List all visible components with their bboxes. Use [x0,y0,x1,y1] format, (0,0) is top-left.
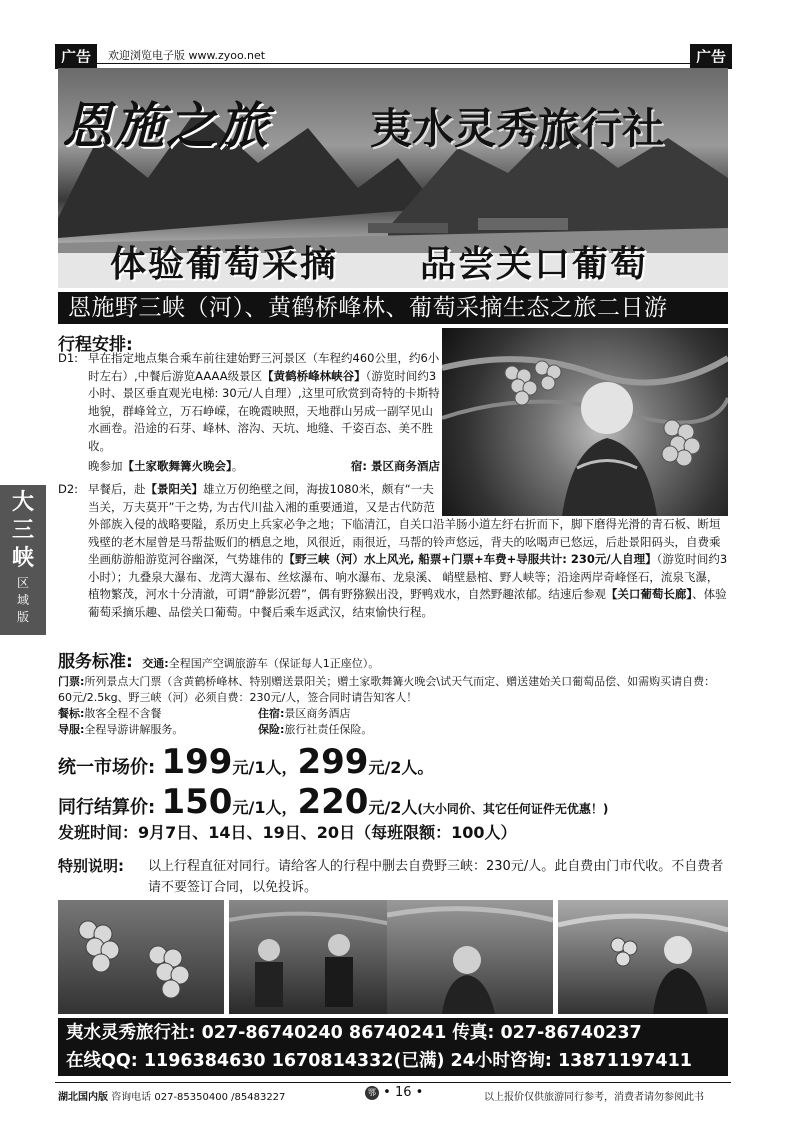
side-sub-1: 区 [16,576,29,590]
contact-box [58,1018,728,1076]
day2-text [88,481,728,621]
trade-price-1: 150 [161,782,233,822]
photo-grapes [58,900,224,1014]
market-unit-2: 元/2人。 [368,758,434,777]
day2-highlight-yesanxia: 【野三峡（河）水上风光, 船票+门票+车费+导服共计: 230元/人自理】 [283,552,657,566]
ticket-text: 所列景点大门票（含黄鹤桥峰林、特别赠送景阳关；赠土家歌舞篝火晚会\试天气而定、赠送建始关口葡萄品偿、如需购买请自费：60元/2.5kg、野三峡（河）必须自费：230元/人，签合同时请告知客人！ [58,675,716,704]
footer-page [365,1085,423,1100]
day2-part4: 、体验葡萄采摘乐趣、品偿关口葡萄。中餐后乘车返武汉，结束愉快行程。 [88,587,727,619]
guide-text: 全程导游讲解服务。 [84,723,184,736]
day1-part1: 早在指定地点集合乘车前往建始野三河景区（车程约460公里，约6小时左右）,中餐后游览AAAA级景区 [88,351,440,383]
hero-title-right: 夷水灵秀旅行社 [370,104,665,153]
photo-icon [387,900,553,1014]
side-char-1: 大 [11,489,34,515]
day1-highlight-huangheqiao: 【黄鹤桥峰林峡谷】 [262,368,366,383]
traffic-text: 全程国产空调旅游车（保证每人1正座位）。 [168,657,380,670]
side-char-2: 三 [11,517,34,543]
contact-phone-line[interactable]: 夷水灵秀旅行社: 027-86740240 86740241 传真: 027-86740237 [66,1023,642,1043]
trade-unit-1: 元/1人， [232,798,298,817]
footer-left [58,1088,285,1103]
meal-stay-row [58,706,728,722]
slogan-right: 品尝关口葡萄 [420,244,649,285]
insurance-text: 旅行社责任保险。 [284,723,373,736]
market-unit-1: 元/1人， [232,758,298,777]
special-text: 以上行程直征对同行。请给客人的行程中删去自费野三峡：230元/人。此自费由门市代收。不自费者请不要签订合同，以免投诉。 [148,859,724,895]
guide-insurance-row [58,722,728,738]
stay-label: 住宿: [258,707,285,720]
tour-banner: 恩施野三峡（河）、黄鹤桥峰林、葡萄采摘生态之旅二日游 [58,292,728,324]
photo-icon [229,900,395,1014]
ad-label-right: 广告 [690,44,732,69]
province-badge-icon: 鄂 [365,1086,379,1100]
market-price-label: 统一市场价: [58,757,156,778]
side-char-3: 峡 [11,545,34,571]
photo-icon [558,900,728,1014]
day2-highlight-jingyangguan: 【景阳关】 [145,482,203,496]
stay-text: 景区商务酒店 [284,707,351,720]
page-number: • 16 • [383,1085,424,1100]
side-tab [0,485,46,635]
day1-part2: （游览时间约3小时、景区垂直观光电梯: 30元/人自理）,这里可欣赏到奇特的卡斯特地貌，群峰耸立，万石峥嵘，在晚霞映照，天地群山另成一副罕见山水画卷。沿途的石芽、峰林、溶沟、天坑、地缝、千姿百态、美不胜收。 [88,368,440,453]
market-price-2: 299 [297,742,369,782]
photo-icon [58,900,224,1014]
site-url[interactable]: 欢迎浏览电子版 www.zyoo.net [108,49,266,62]
market-price-1: 199 [161,742,233,782]
day1-part3: 晚参加 [88,459,123,473]
photo-picking-group [229,900,395,1014]
service-heading: 服务标准: [58,652,133,672]
contact-qq-line[interactable]: 在线QQ: 1196384630 1670814332(已满) 24小时咨询: 13871197411 [66,1051,692,1071]
ad-label-left: 广告 [55,44,97,69]
ticket-label: 门票: [58,675,85,688]
day1-highlight-bonfire: 【土家歌舞篝火晚会】 [122,459,232,473]
trade-price-label: 同行结算价: [58,797,156,818]
insurance-label: 保险: [258,723,285,736]
slogan-left: 体验葡萄采摘 [110,244,339,285]
day2-part2: 雄立万仞绝壁之间，海拔1080米，颇有“一夫当关，万夫莫开”干之势, 为古代川盐入湘的重要通道，又是古代防范外部族入侵的战略要隘，系历史上兵家必争之地；下临清江，自关口沿羊肠小道左纡右折而下，脚下磨得光滑的青石板、断垣残壁的老木屋曾是马帮盐贩们的栖息之地，风很近，雨很近，马帮的铃声悠远，背夫的吆喝声已悠远，后赴景阳码头，自费乘坐画舫游船游览河谷幽深，气势雄伟的 [88,482,721,566]
hero-title-left: 恩施之旅 [62,96,270,155]
footer-rule [55,1082,731,1083]
photo-picker [387,900,553,1014]
day2-part3: （游览时间约3小时）；九叠泉大瀑布、龙湾大瀑布、丝炫瀑布、响水瀑布、龙泉溪、 峭壁悬棺、野人峡等；沿途两岸奇峰怪石，流泉飞瀑，植物繁茂，河水十分清澈，可谓“静影沉碧”，偶有野猕猴出没，野鸭戏水，自然野趣浓郁。结速后参观 [88,552,728,601]
meal-label: 餐标: [58,707,85,720]
meal-text: 散客全程不含餐 [84,707,162,720]
footer-edition: 湖北国内版 [58,1092,108,1103]
photo-wrap-spacer [440,481,728,515]
side-sub-2: 域 [16,593,29,607]
trade-note: (大小同价、其它任何证件无优惠！) [417,802,609,816]
day1-part4: 。 [231,459,244,473]
trade-price-2: 220 [297,782,369,822]
day2-highlight-guankou: 【关口葡萄长廊】 [605,587,693,601]
photo-woman-grapes [558,900,728,1014]
side-sub-3: 版 [16,610,29,624]
departure-times: 发班时间：9月7日、14日、19日、20日（每班限额：100人） [58,823,517,842]
trade-unit-2: 元/2人 [368,798,418,817]
ticket-section [58,674,728,706]
header-rule [55,63,731,64]
day1-label: D1: [58,351,79,365]
footer-disclaimer: 以上报价仅供旅游同行参考，消费者请勿参阅此书 [484,1092,704,1103]
day1-evening [88,458,440,476]
guide-label: 导服: [58,723,85,736]
day1-text [88,350,440,455]
day1-lodging: 宿: 景区商务酒店 [350,459,440,473]
day2-label: D2: [58,482,79,496]
traffic-label: 交通: [142,657,169,670]
itinerary-heading: 行程安排: [58,335,133,355]
day2-part1: 早餐后，赴 [88,482,146,496]
service-section [58,654,728,672]
special-label: 特别说明: [58,857,124,875]
footer-phone: 咨询电话 027-85350400 /85483227 [111,1092,286,1103]
